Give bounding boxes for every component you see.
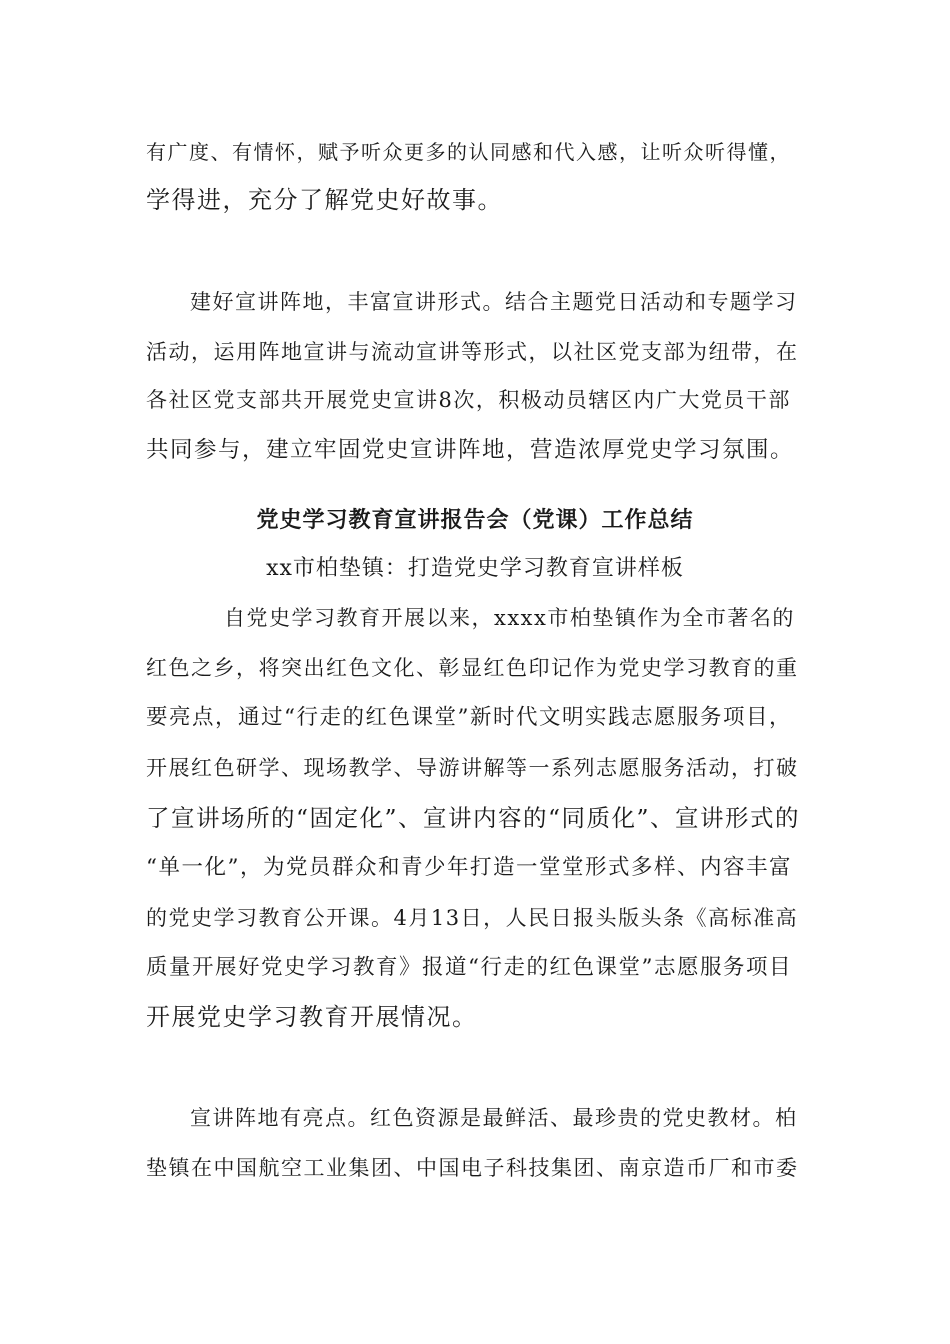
- p3-line-4: 开展红色研学、现场教学、导游讲解等一系列志愿服务活动，打破: [146, 756, 799, 780]
- p1-line-2: 学得进，充分了解党史好故事。: [146, 186, 503, 214]
- p3-line-1: 自党史学习教育开展以来，xxxx市柏垫镇作为全市著名的: [224, 606, 795, 630]
- p4-line-1: 宣讲阵地有亮点。红色资源是最鲜活、最珍贵的党史教材。柏: [190, 1106, 798, 1130]
- p2-line-4: 共同参与，建立牢固党史宣讲阵地，营造浓厚党史学习氛围。: [146, 437, 795, 463]
- p1-line-1: 有广度、有情怀，赋予听众更多的认同感和代入感，让听众听得懂，: [146, 140, 791, 164]
- document-subtitle: xx市柏垫镇：打造党史学习教育宣讲样板: [266, 556, 684, 581]
- p3-line-6: “单一化”，为党员群众和青少年打造一堂堂形式多样、内容丰富: [146, 855, 792, 880]
- p2-line-1: 建好宣讲阵地，丰富宣讲形式。结合主题党日活动和专题学习: [190, 290, 798, 314]
- p3-line-8: 质量开展好党史学习教育》报道“行走的红色课堂”志愿服务项目: [146, 955, 792, 980]
- p3-line-9: 开展党史学习教育开展情况。: [146, 1003, 478, 1031]
- p3-line-3: 要亮点，通过“行走的红色课堂”新时代文明实践志愿服务项目，: [146, 705, 792, 730]
- p4-line-2: 垫镇在中国航空工业集团、中国电子科技集团、南京造币厂和市委: [146, 1156, 799, 1180]
- p2-line-2: 活动，运用阵地宣讲与流动宣讲等形式，以社区党支部为纽带，在: [146, 340, 799, 364]
- p3-line-7: 的党史学习教育公开课。4月13日，人民日报头版头条《高标准高: [146, 906, 799, 930]
- p3-line-5: 了宣讲场所的“固定化”、宣讲内容的“同质化”、宣讲形式的: [146, 804, 801, 832]
- document-title: 党史学习教育宣讲报告会（党课）工作总结: [256, 507, 694, 533]
- p3-line-2: 红色之乡，将突出红色文化、彰显红色印记作为党史学习教育的重: [146, 656, 799, 680]
- p2-line-3: 各社区党支部共开展党史宣讲8次，积极动员辖区内广大党员干部: [146, 388, 791, 412]
